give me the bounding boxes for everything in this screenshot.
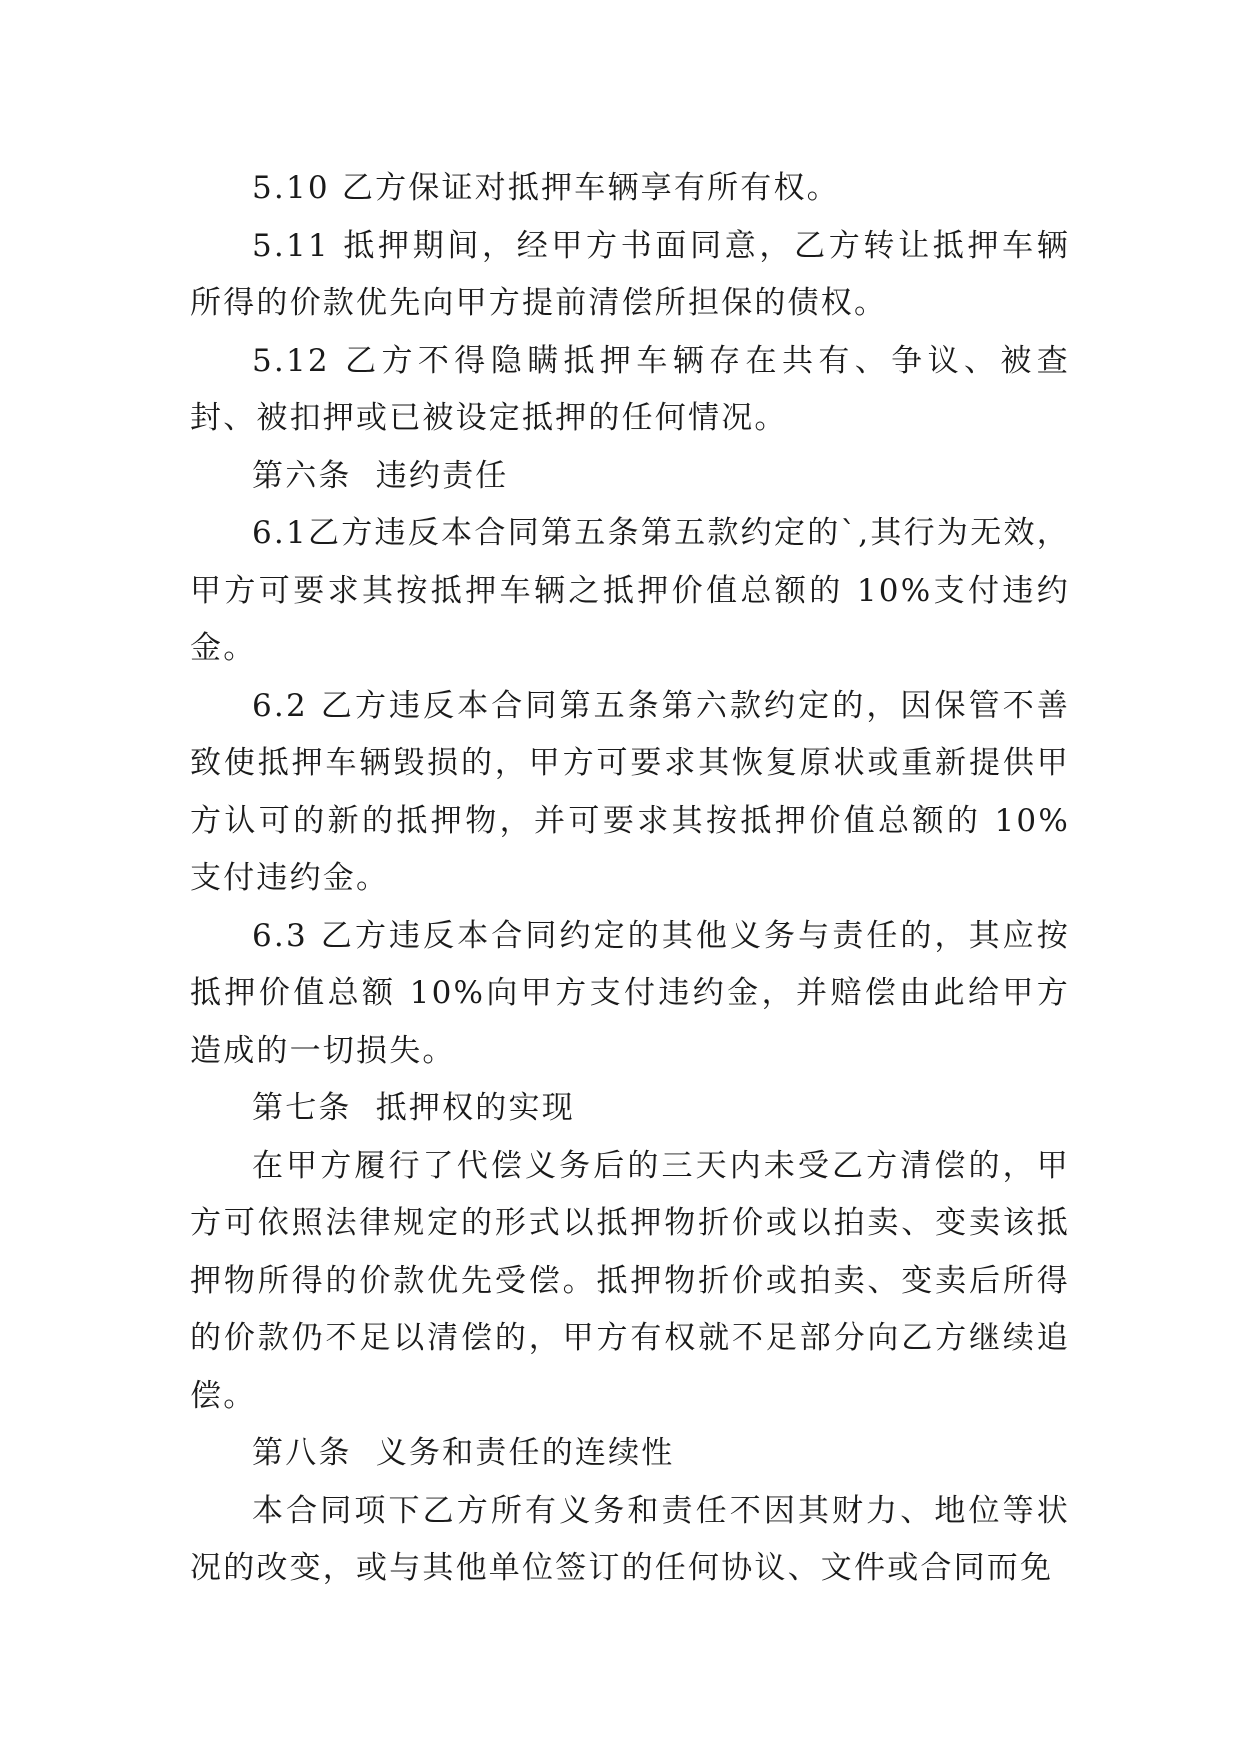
- article-8-body: 本合同项下乙方所有义务和责任不因其财力、地位等状况的改变，或与其他单位签订的任何协议、文件或合同而免: [190, 1492, 1070, 1586]
- clause-5-12: 5.12 乙方不得隐瞒抵押车辆存在共有、争议、被查封、被扣押或已被设定抵押的任何情况。: [190, 342, 1070, 436]
- article-7-heading: 第七条 抵押权的实现: [252, 1090, 575, 1126]
- clause-6-3: 6.3 乙方违反本合同约定的其他义务与责任的，其应按抵押价值总额 10%向甲方支付违约金，并赔偿由此给甲方造成的一切损失。: [190, 917, 1070, 1069]
- clause-5-11: 5.11 抵押期间，经甲方书面同意，乙方转让抵押车辆所得的价款优先向甲方提前清偿所担保的债权。: [190, 227, 1070, 321]
- clause-6-1: 6.1乙方违反本合同第五条第五款约定的`,其行为无效，甲方可要求其按抵押车辆之抵押价值总额的 10%支付违约金。: [190, 515, 1070, 666]
- article-7-body: 在甲方履行了代偿义务后的三天内未受乙方清偿的，甲方可依照法律规定的形式以抵押物折价或以拍卖、变卖该抵押物所得的价款优先受偿。抵押物折价或拍卖、变卖后所得的价款仍不足以清偿的，甲方有权就不足部分向乙方继续追偿。: [190, 1147, 1070, 1414]
- document-body: [190, 160, 1070, 1598]
- article-6-heading: 第六条 违约责任: [252, 457, 509, 494]
- article-8-heading: 第八条 义务和责任的连续性: [252, 1435, 675, 1471]
- clause-6-2: 6.2 乙方违反本合同第五条第六款约定的，因保管不善致使抵押车辆毁损的，甲方可要求其恢复原状或重新提供甲方认可的新的抵押物，并可要求其按抵押价值总额的 10%支付违约金。: [190, 687, 1070, 896]
- clause-5-10: 5.10 乙方保证对抵押车辆享有所有权。: [252, 170, 840, 206]
